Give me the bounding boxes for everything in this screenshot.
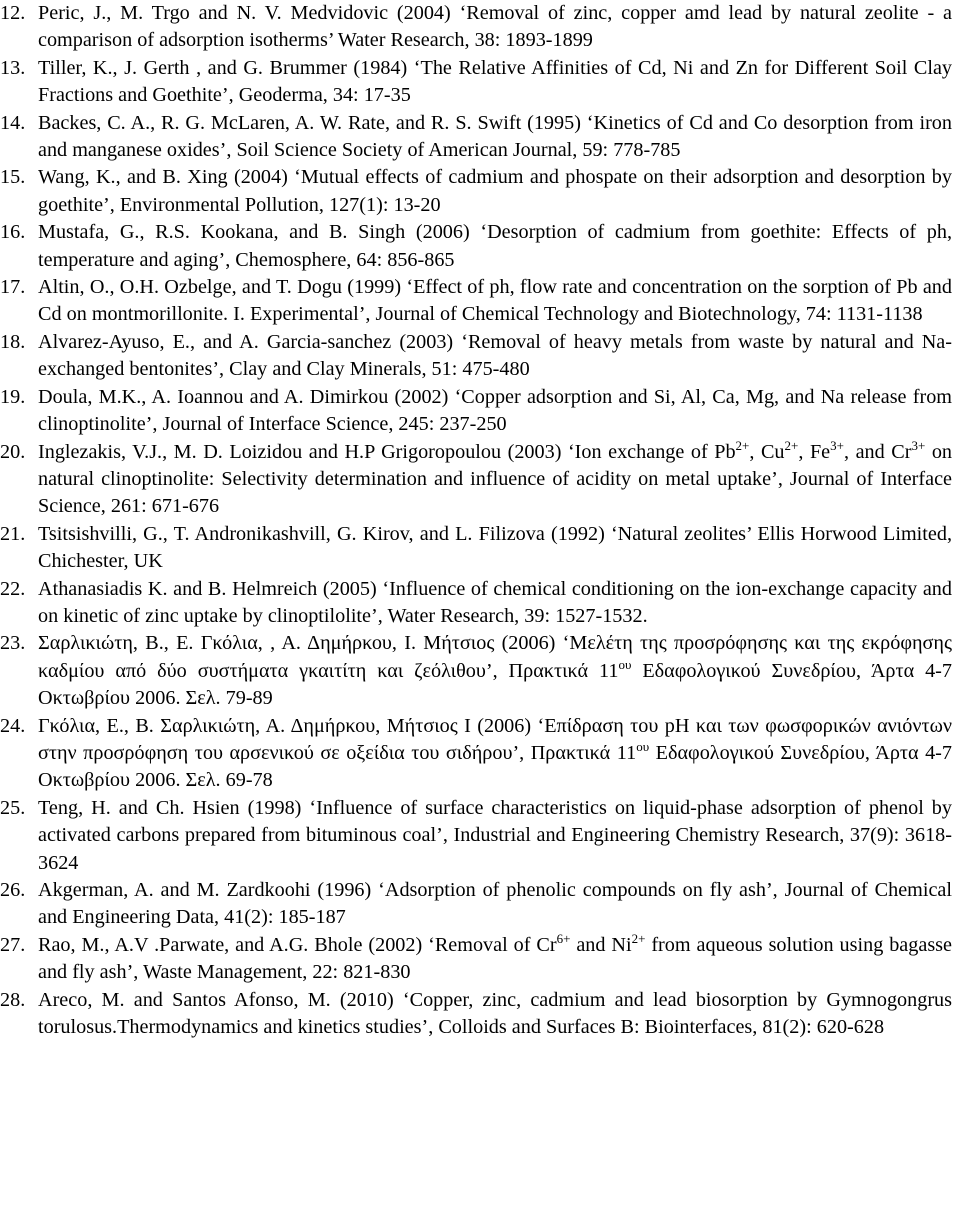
reference-text-run: Γκόλια, Ε., Β. Σαρλικιώτη, Α. Δημήρκου, Μήτσιος Ι (2006) ‘Επίδραση του pH και των φωσφορικών ανιόντων στην προσρόφηση του αρσενικού σε οξείδια του σιδήρου’, Πρακτικά 11 bbox=[38, 714, 952, 764]
superscript: ου bbox=[636, 738, 650, 754]
reference-number: 22. bbox=[0, 577, 26, 600]
reference-text-run: Εδαφολογικού Συνεδρίου, Άρτα 4-7 Οκτωβρίου 2006. Σελ. 79-89 bbox=[38, 659, 953, 710]
reference-number: 21. bbox=[0, 522, 26, 545]
reference-text-run: Inglezakis, V.J., M. D. Loizidou and H.P Grigoropoulou (2003) ‘Ion exchange of Pb bbox=[38, 440, 736, 463]
reference-text-run: Wang, K., and B. Xing (2004) ‘Mutual effects of cadmium and phospate on their adsorption and desorption by goethite’, Environmental Pollution, 127(1): 13-20 bbox=[38, 166, 952, 216]
reference-item bbox=[0, 384, 952, 439]
reference-text bbox=[38, 164, 952, 219]
reference-item bbox=[0, 713, 952, 795]
reference-text bbox=[38, 0, 952, 55]
reference-text-run: Areco, M. and Santos Afonso, M. (2010) ‘Copper, zinc, cadmium and lead biosorption by Gymnogongrus torulosus.Thermodynamics and kinetics studies’, Colloids and Surfaces B: Biointerfaces, 81(2): 620-628 bbox=[38, 988, 952, 1039]
reference-text bbox=[38, 384, 952, 439]
reference-text-run: Teng, H. and Ch. Hsien (1998) ‘Influence of surface characteristics on liquid-phase adsorption of phenol by activated carbons prepared from bituminous coal’, Industrial and Engineering Chemistry Research, 37(9): 3618-3624 bbox=[38, 796, 952, 874]
superscript: 2+ bbox=[735, 437, 750, 453]
reference-text-run: , Fe bbox=[798, 440, 831, 463]
reference-text bbox=[38, 274, 952, 329]
reference-text bbox=[38, 55, 952, 110]
reference-text-run: Alvarez-Ayuso, E., and A. Garcia-sanchez (2003) ‘Removal of heavy metals from waste by natural and Na-exchanged bentonites’, Clay and Clay Minerals, 51: 475-480 bbox=[38, 330, 952, 381]
reference-item bbox=[0, 877, 952, 932]
reference-item bbox=[0, 439, 952, 521]
reference-text-run: Akgerman, A. and M. Zardkoohi (1996) ‘Adsorption of phenolic compounds on fly ash’, Journal of Chemical and Engineering Data, 41(2): 185-187 bbox=[38, 879, 952, 929]
reference-text bbox=[38, 219, 952, 274]
reference-item bbox=[0, 164, 952, 219]
reference-item bbox=[0, 329, 952, 384]
superscript: 6+ bbox=[556, 930, 571, 946]
reference-text bbox=[38, 987, 952, 1042]
reference-text-run: Σαρλικιώτη, Β., Ε. Γκόλια, , Α. Δημήρκου, Ι. Μήτσιος (2006) ‘Μελέτη της προσρόφησης και της εκρόφησης καδμίου από δύο συστήματα γκαιτίτη και ζεόλιθου’, Πρακτικά 11 bbox=[38, 632, 952, 682]
reference-number: 13. bbox=[0, 56, 26, 79]
reference-item bbox=[0, 0, 952, 55]
reference-text-run: Backes, C. A., R. G. McLaren, A. W. Rate, and R. S. Swift (1995) ‘Kinetics of Cd and Co desorption from iron and manganese oxides’, Soil Science Society of American Journal, 59: 778-785 bbox=[38, 111, 952, 162]
reference-number: 26. bbox=[0, 879, 26, 901]
reference-text-run: Rao, M., A.V .Parwate, and A.G. Bhole (2002) ‘Removal of Cr bbox=[38, 933, 557, 956]
reference-number: 20. bbox=[0, 440, 26, 463]
reference-number: 15. bbox=[0, 166, 26, 189]
reference-text bbox=[38, 329, 952, 384]
reference-text-run: Athanasiadis K. and B. Helmreich (2005) ‘Influence of chemical conditioning on the ion-exchange capacity and on kinetic of zinc uptake by clinoptilolite’, Water Research, 39: 1527-1532. bbox=[38, 577, 952, 627]
reference-item bbox=[0, 521, 952, 576]
reference-number: 14. bbox=[0, 111, 26, 134]
reference-item bbox=[0, 219, 952, 274]
reference-text-run: Altin, O., O.H. Ozbelge, and T. Dogu (1999) ‘Effect of ph, flow rate and concentration on the sorption of Pb and Cd on montmorillonite. I. Experimental’, Journal of Chemical Technology and Biotechnology, 74: 1131-1138 bbox=[38, 276, 952, 326]
reference-number: 16. bbox=[0, 221, 26, 244]
superscript: ου bbox=[618, 656, 632, 672]
reference-item bbox=[0, 110, 952, 165]
reference-text bbox=[38, 521, 952, 576]
reference-text-run: from aqueous solution using bagasse and fly ash’, Waste Management, 22: 821-830 bbox=[38, 933, 952, 984]
reference-number: 24. bbox=[0, 714, 26, 737]
reference-text bbox=[38, 630, 952, 712]
reference-text bbox=[38, 110, 952, 165]
reference-item bbox=[0, 795, 952, 877]
reference-text-run: Tiller, K., J. Gerth , and G. Brummer (1984) ‘The Relative Affinities of Cd, Ni and Zn for Different Soil Clay Fractions and Goethite’, Geoderma, 34: 17-35 bbox=[38, 56, 952, 107]
reference-number: 19. bbox=[0, 385, 26, 408]
reference-number: 27. bbox=[0, 933, 26, 956]
reference-number: 12. bbox=[0, 2, 26, 24]
reference-number: 17. bbox=[0, 276, 26, 299]
superscript: 2+ bbox=[631, 930, 646, 946]
reference-text-run: Doula, M.K., A. Ioannou and A. Dimirkou (2002) ‘Copper adsorption and Si, Al, Ca, Mg, and Na release from clinoptinolite’, Journal of Interface Science, 245: 237-250 bbox=[38, 385, 952, 436]
reference-text-run: Tsitsishvilli, G., T. Andronikashvill, G. Kirov, and L. Filizova (1992) ‘Natural zeolites’ Ellis Horwood Limited, Chichester, UK bbox=[38, 522, 952, 573]
reference-text-run: and Ni bbox=[570, 933, 632, 956]
reference-item bbox=[0, 987, 952, 1042]
reference-number: 25. bbox=[0, 796, 26, 819]
reference-item bbox=[0, 932, 952, 987]
reference-text bbox=[38, 713, 952, 795]
reference-text-run: on natural clinoptinolite: Selectivity determination and influence of acidity on metal uptake’, Journal of Interface Science, 261: 671-676 bbox=[38, 440, 952, 518]
reference-text-run: Εδαφολογικού Συνεδρίου, Άρτα 4-7 Οκτωβρίου 2006. Σελ. 69-78 bbox=[38, 741, 953, 792]
reference-number: 23. bbox=[0, 632, 26, 655]
reference-text bbox=[38, 932, 952, 987]
superscript: 2+ bbox=[784, 437, 799, 453]
reference-item bbox=[0, 576, 952, 631]
reference-text bbox=[38, 877, 952, 932]
superscript: 3+ bbox=[911, 437, 926, 453]
superscript: 3+ bbox=[830, 437, 844, 453]
reference-item bbox=[0, 274, 952, 329]
reference-text-run: , and Cr bbox=[843, 440, 912, 463]
reference-number: 18. bbox=[0, 330, 26, 353]
reference-text-run: Peric, J., M. Trgo and N. V. Medvidovic (2004) ‘Removal of zinc, copper amd lead by natural zeolite - a comparison of adsorption isotherms’ Water Research, 38: 1893-1899 bbox=[38, 2, 952, 52]
reference-text bbox=[38, 439, 952, 521]
reference-number: 28. bbox=[0, 988, 26, 1011]
reference-text bbox=[38, 795, 952, 877]
reference-text-run: , Cu bbox=[749, 440, 785, 463]
reference-item bbox=[0, 630, 952, 712]
reference-item bbox=[0, 55, 952, 110]
reference-text bbox=[38, 576, 952, 631]
reference-text-run: Mustafa, G., R.S. Kookana, and B. Singh (2006) ‘Desorption of cadmium from goethite: Effects of ph, temperature and aging’, Chemosphere, 64: 856-865 bbox=[38, 221, 952, 271]
